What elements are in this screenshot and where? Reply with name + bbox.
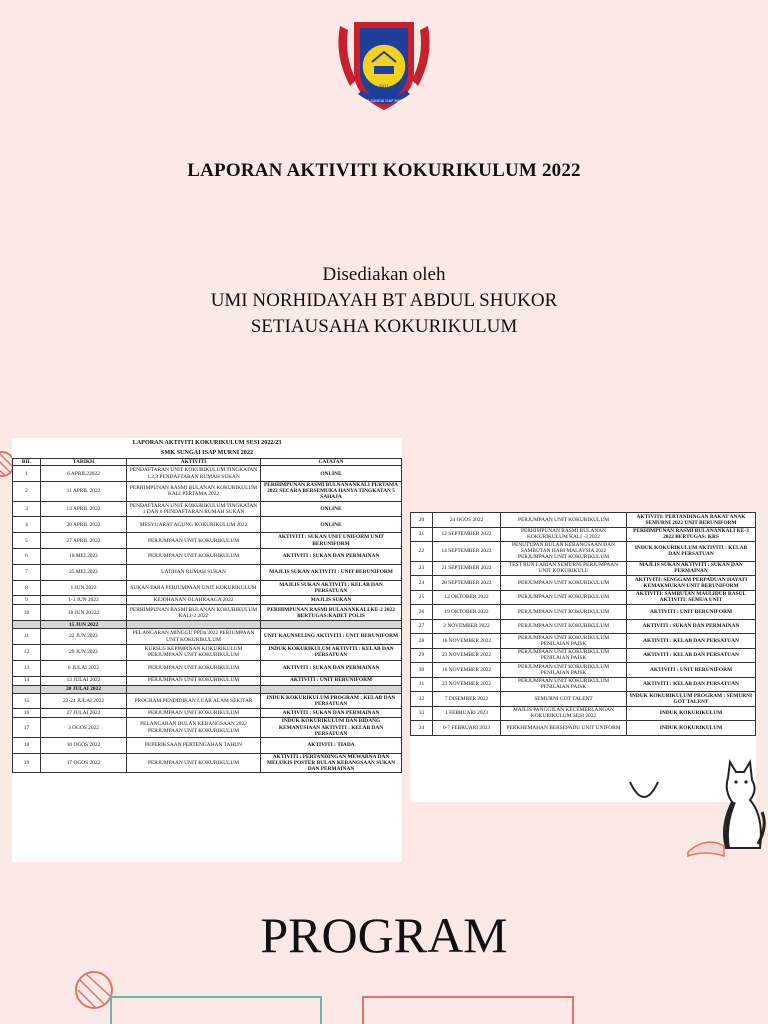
cell-catatan: AKTIVITI : UNIT BERUNIFORM (261, 676, 402, 685)
cell-bil: 6 (13, 549, 41, 565)
cell-catatan: INDUK KOKURIKULUM AKTIVITI : KELAB DAN PERSATUAN (627, 542, 756, 562)
cell-catatan: MAJLIS SUKAN AKTIVITI : KELAB DAN PERSATUAN (261, 580, 402, 596)
cell-tarikh: 2 NOVEMBER 2022 (433, 619, 501, 634)
cell-catatan: AKTIVITI : SUKAN DAN PERMAINAN (261, 709, 402, 718)
table-row (13, 685, 402, 693)
header-tarikh: TARIKH (41, 459, 127, 466)
cell-tarikh: 12 SEPTEMBER 2022 (433, 527, 501, 542)
cell-catatan: MAJLIS SUKAN AKTIVITI : SUKAN DAN PERMAINAN (627, 561, 756, 576)
cell-aktiviti: PERHIMPUNAN RASMI BULANAN KOKURIKULUM KALI -3 2022 (501, 527, 627, 542)
cell-aktiviti: PELANCARAN MINGGU PPDa 2022 PERJUMPAAN UNIT KOKURIKULUM (127, 629, 261, 645)
cell-tarikh: 23 NOVEMBER 2022 (433, 648, 501, 663)
cell-catatan: MAJLIS SUKAN AKTIVITI : UNIT BERUNIFORM (261, 564, 402, 580)
header-catatan: CATATAN (261, 459, 402, 466)
cell-bil: 10 (13, 605, 41, 621)
school-crest-icon (334, 16, 434, 114)
cell-bil: 17 (13, 718, 41, 738)
table-row (13, 564, 402, 580)
table-row (13, 580, 402, 596)
cell-bil: 11 (13, 629, 41, 645)
cell-catatan: INDUK KOKURIKULUM AKTIVITI : KELAB DAN PERSATUAN (261, 644, 402, 660)
cell-bil: 21 (411, 527, 433, 542)
cell-catatan: INDUK KOKURIKULUM DAN BIDANG KEMANUSIAAN AKTIVITI : KELAB DAN PERSATUAN (261, 718, 402, 738)
cell-bil: 30 (411, 663, 433, 678)
cell-aktiviti: PERJUMPAAN UNIT KOKURIKULUM (501, 590, 627, 605)
cell-bil: 14 (13, 676, 41, 685)
separator-date: 15 JUN 2022 (41, 621, 127, 629)
table-row (13, 709, 402, 718)
table-row (411, 576, 756, 591)
sheet-title: LAPORAN AKTIVITI KOKURIKULUM SESI 2022/23 (132, 439, 282, 446)
cell-bil: 15 (13, 693, 41, 709)
cell-bil: 31 (411, 677, 433, 692)
cell-tarikh: 1 JUN 2022 (41, 580, 127, 596)
cell-tarikh: 6-7 FEBRUARI 2023 (433, 721, 501, 736)
cell-tarikh: 18 MEI 2022 (41, 549, 127, 565)
cell-catatan: AKTIVITI : UNIT BERUNIFORM (627, 605, 756, 620)
cell-catatan: AKTIVITI : KELAB DAN PERSATUAN (627, 648, 756, 663)
header-bil: BIL (13, 459, 41, 466)
cell-aktiviti: PERJUMPAAN UNIT KOKURIKULUM (127, 676, 261, 685)
cell-aktiviti: PEPERIKSAAN PERTENGAHAN TAHUN (127, 737, 261, 753)
report-title: LAPORAN AKTIVITI KOKURIKULUM 2022 (187, 160, 581, 181)
table-row (13, 644, 402, 660)
cell-bil: 4 (13, 517, 41, 533)
cell-tarikh: 7 DISEMBER 2022 (433, 692, 501, 707)
cell-tarikh: 27 JULAI 2022 (41, 709, 127, 718)
cat-icon (686, 756, 768, 860)
cell-bil: 9 (13, 596, 41, 605)
cell-tarikh: 13 JULAI 2022 (41, 676, 127, 685)
table-row (13, 605, 402, 621)
svg-text:SMK SUNGAI ISAP MURNI: SMK SUNGAI ISAP MURNI (361, 99, 407, 103)
cell-aktiviti: SEMURNI GOT TALENT (501, 692, 627, 707)
cell-tarikh: 13 APRIL 2022 (41, 501, 127, 517)
cell-catatan: PERHIMPUNAN RASMI BULANANKALI KE-3 2022 BERTUGAS: KRS (627, 527, 756, 542)
table-row (411, 706, 756, 721)
table-row (411, 605, 756, 620)
cell-catatan: AKTIVITI : PERTANDINGAN MEWARNA DAN MELUKIS POSTER BULAN KEBANGSAAN SUKAN DAN PERMAINAN (261, 753, 402, 773)
table-row (411, 527, 756, 542)
cell-bil: 2 (13, 482, 41, 502)
cell-aktiviti: PERJUMPAAN UNIT KOKURIKULUM PENILAIAN PAJSK (501, 663, 627, 678)
table-row (411, 619, 756, 634)
cell-bil: 23 (411, 561, 433, 576)
cell-bil: 8 (13, 580, 41, 596)
cell-tarikh: 21 SEPTEMBER 2022 (433, 561, 501, 576)
cell-aktiviti: PENUTUPAN BULAN KEBANGSAAN DAN SAMBUTAN HARI MALAYSIA 2022 PERJUMPAAN UNIT KOKURIKULUM (501, 542, 627, 562)
cell-tarikh: 19 OKTOBER 2022 (433, 605, 501, 620)
sheet-school: SMK SUNGAI ISAP MURNI 2022 (160, 449, 254, 456)
cell-bil: 26 (411, 605, 433, 620)
cell-aktiviti: PERJUMPAAN UNIT KOKURIKULUM (127, 753, 261, 773)
cell-tarikh: 11 APRIL 2022 (41, 482, 127, 502)
cell-catatan: AKTIVITI : KELAB DAN PERSATUAN (627, 634, 756, 649)
table-row (13, 660, 402, 676)
cell-catatan: AKTIVITI : SUKAN UNIT UNIFORM UNIT BERUNIFORM (261, 533, 402, 549)
cell-tarikh: 25 MEI 2022 (41, 564, 127, 580)
cell-aktiviti: PROGRAM PENDIDIKAN LUAR ALAM SEKITAR (127, 693, 261, 709)
cell-bil: 33 (411, 706, 433, 721)
cell-tarikh: 28 SEPTEMBER 2022 (433, 576, 501, 591)
cell-aktiviti: MESYUARAT AGUNG KOKURIKULUM 2022 (127, 517, 261, 533)
cell-catatan: AKTIVITI : SUKAN DAN PERMAINAN (261, 549, 402, 565)
cell-aktiviti: PENDAFTARAN UNIT KOKURIKULUM TINGKATAN 1 DAN 6 PENDAFTARAN RUMAH SUKAN (127, 501, 261, 517)
table-row (13, 629, 402, 645)
table-row (13, 596, 402, 605)
cell-bil: 1 (13, 466, 41, 482)
table-row (13, 466, 402, 482)
cell-tarikh: 17 OGOS 2022 (41, 753, 127, 773)
cell-bil: 3 (13, 501, 41, 517)
table-row (13, 501, 402, 517)
cell-bil: 7 (13, 564, 41, 580)
cell-tarikh: 6 JULAI 2022 (41, 660, 127, 676)
table-row (13, 549, 402, 565)
table-row (13, 621, 402, 629)
table-row (13, 482, 402, 502)
cell-tarikh: 23 NOVEMBER 2022 (433, 677, 501, 692)
cell-aktiviti: PERJUMPAAN UNIT KOKURIKULUM PENILAIAN PAJSK (501, 677, 627, 692)
cell-aktiviti: LATIHAN RUMAH SUKAN (127, 564, 261, 580)
cell-catatan: ONLINE (261, 517, 402, 533)
svg-text:2011: 2011 (378, 84, 390, 89)
cell-aktiviti: SUKAN TARA PERJUMPAAN UNIT KOKURIKULUM (127, 580, 261, 596)
cell-bil: 13 (13, 660, 41, 676)
cell-aktiviti: PERJUMPAAN UNIT KOKURIKULUM (127, 549, 261, 565)
cell-bil: 24 (411, 576, 433, 591)
cell-bil: 28 (411, 634, 433, 649)
table-row (411, 648, 756, 663)
cell-bil: 32 (411, 692, 433, 707)
table-row (13, 517, 402, 533)
table-row (411, 692, 756, 707)
table-row (411, 513, 756, 528)
cell-catatan: AKTIVITI : SUKAN DAN PERMAINAN (261, 660, 402, 676)
cell-catatan: INDUK KOKURIKULUM (627, 706, 756, 721)
cell-tarikh: 24 OGOS 2022 (433, 513, 501, 528)
cell-bil: 12 (13, 644, 41, 660)
cell-aktiviti: PERJUMPAAN UNIT KOKURIKULUM (501, 576, 627, 591)
cell-catatan: ONLINE (261, 466, 402, 482)
cell-tarikh: 16 NOVEMBER 2022 (433, 634, 501, 649)
prepared-by-label: Disediakan oleh (322, 264, 446, 285)
table-row (13, 737, 402, 753)
cell-tarikh: 3 OGOS 2022 (41, 718, 127, 738)
cell-tarikh: 10 OGOS 2022 (41, 737, 127, 753)
cell-bil: 18 (13, 737, 41, 753)
cell-aktiviti: PERJUMPAAN UNIT KOKURIKULUM (501, 513, 627, 528)
cell-tarikh: 1 FEBRUARI 2023 (433, 706, 501, 721)
cell-bil: 22 (411, 542, 433, 562)
cell-bil: 29 (411, 648, 433, 663)
cell-tarikh: 27 APRIL 2022 (41, 533, 127, 549)
cell-bil: 25 (411, 590, 433, 605)
cell-aktiviti: PERJUMPAAN UNIT KOKURIKULUM PENILAIAN PAJSK (501, 634, 627, 649)
table-row (13, 676, 402, 685)
cell-bil: 27 (411, 619, 433, 634)
cell-aktiviti: PERHIMPUNAN RASMI BULANAN KOKURIKULUM KALI-2 2022 (127, 605, 261, 621)
table-row (411, 590, 756, 605)
activity-table-right (410, 512, 756, 736)
program-heading: PROGRAM (260, 907, 508, 963)
table-row (411, 634, 756, 649)
prepared-by-role: SETIAUSAHA KOKURIKULUM (250, 316, 518, 337)
cell-aktiviti: TEST RUN LARIAN SEMURNI PERJUMPAAN UNIT KOKURIKULU (501, 561, 627, 576)
cell-aktiviti: PERJUMPAAN UNIT KOKURIKULUM (127, 660, 261, 676)
cell-aktiviti: PERJUMPAAN UNIT KOKURIKULUM (127, 709, 261, 718)
heart-icon (624, 772, 664, 808)
program-card-left (110, 996, 322, 1024)
cell-tarikh: 14 SEPTEMBER 2022 (433, 542, 501, 562)
cell-catatan: AKTIVITI : TIADA (261, 737, 402, 753)
table-header-row (13, 459, 402, 466)
cell-catatan: UNIT KAUNSELING AKTIVITI : UNIT BERUNIFORM (261, 629, 402, 645)
cell-tarikh: 18 JUN 20222 (41, 605, 127, 621)
cell-aktiviti: PERJUMPAAN UNIT KOKURIKULUM (501, 619, 627, 634)
table-row (411, 542, 756, 562)
cell-catatan: INDUK KOKURIKULUM PROGRAM : KELAB DAN PERSATUAN (261, 693, 402, 709)
cell-catatan: PERHIMPUNAN RASMI BULANANKALI KE-2 2022 BERTUGAS:KADET POLIS (261, 605, 402, 621)
table-row (13, 718, 402, 738)
cell-bil: 20 (411, 513, 433, 528)
cell-catatan: AKTIVITI: PERTANDINGAN BAKAT ANAK SEMURNI 2022 UNIT BERUNIFORM (627, 513, 756, 528)
cell-aktiviti: PERKHEMAHAN BERSEPADU UNIT UNIFORM (501, 721, 627, 736)
activity-sheet-left (12, 438, 402, 862)
cell-bil: 16 (13, 709, 41, 718)
cell-aktiviti: PERHIMPUNAN RASMI BULANAN KOKURIKULUM KALI PERTAMA 2022 (127, 482, 261, 502)
cell-catatan: AKTIVITI: SENGGAM PERPADUAN HAYATI KEMAKMURAN UNIT BERUNIFORM (627, 576, 756, 591)
cell-aktiviti: KEJOHANAN OLAHRAAGA 2022 (127, 596, 261, 605)
table-row (13, 693, 402, 709)
program-card-right (362, 996, 574, 1024)
cell-tarikh: 20 APRIL 2022 (41, 517, 127, 533)
cell-aktiviti: PELANCARAN BULAN KEBANGSAAN 2022 PERJUMPAAN UNIT KOKURIKULUM (127, 718, 261, 738)
cell-aktiviti: PENDAFTARAN UNIT KOKURIKULUM TINGKATAN 1,2,3 PENDAFTARAN RUMAH SUKAN (127, 466, 261, 482)
cell-catatan: INDUK KOKURIKULUM PROGRAM : SEMURNI GOT TALENT (627, 692, 756, 707)
cell-tarikh: 16 NOVEMBER 2022 (433, 663, 501, 678)
cell-aktiviti: PERJUMPAAN UNIT KOKURIKULUM (127, 533, 261, 549)
cell-bil: 5 (13, 533, 41, 549)
cell-tarikh: 29 JUN 2022 (41, 644, 127, 660)
cell-catatan: ONLINE (261, 501, 402, 517)
cell-catatan: PERHIMPUNAN RASMI BULNANANKALI PERTAMA 2022 SECARA BERSEMUKA HANYA TINGKATAN 5 SAHAJA (261, 482, 402, 502)
header-aktiviti: AKTIVITI (127, 459, 261, 466)
table-row (411, 561, 756, 576)
cell-tarikh: 22-24 JULAI 2022 (41, 693, 127, 709)
cell-catatan: AKTIVITI : UNIT BERUNIFORM (627, 663, 756, 678)
cell-catatan: MAJLIS SUKAN (261, 596, 402, 605)
cell-aktiviti: PERJUMPAAN UNIT KOKURIKULUM PENILAIAN PAJSK (501, 648, 627, 663)
cell-aktiviti: PERJUMPAAN UNIT KOKURIKULUM (501, 605, 627, 620)
separator-date: 20 JULAI 2022 (41, 685, 127, 693)
cell-aktiviti: MAJLIS PANGGILAN KECEMERLANGAN KOKURIKULUM SESI 2022 (501, 706, 627, 721)
cell-bil: 19 (13, 753, 41, 773)
table-row (411, 677, 756, 692)
cell-tarikh: 12 OKTOBER 2022 (433, 590, 501, 605)
table-row (13, 533, 402, 549)
prepared-by-name: UMI NORHIDAYAH BT ABDUL SHUKOR (210, 290, 558, 311)
table-row (13, 753, 402, 773)
cell-catatan: AKTIVITI: SAMBUTAN MAULIDUR RASUL AKTIVITI: SEMUA UNIT (627, 590, 756, 605)
yarn-ball-icon (74, 970, 114, 1010)
cell-bil: 34 (411, 721, 433, 736)
table-row (411, 721, 756, 736)
cell-catatan: INDUK KOKURIKULUM (627, 721, 756, 736)
cell-catatan: AKTIVITI : SUKAN DAN PERMAINAN (627, 619, 756, 634)
cell-tarikh: 1-3 JUN 2022 (41, 596, 127, 605)
table-row (411, 663, 756, 678)
cell-tarikh: 6 APRIL22022 (41, 466, 127, 482)
activity-table-left (12, 458, 402, 773)
cell-aktiviti: KURSUS KEPIMPINAN KOKURIKULUM PERJUMPAAN UNIT KOKURIKULUM (127, 644, 261, 660)
cell-catatan: AKTIVITI : KELAB DAN PERSATUAN (627, 677, 756, 692)
cell-tarikh: 22 JUN 2022 (41, 629, 127, 645)
